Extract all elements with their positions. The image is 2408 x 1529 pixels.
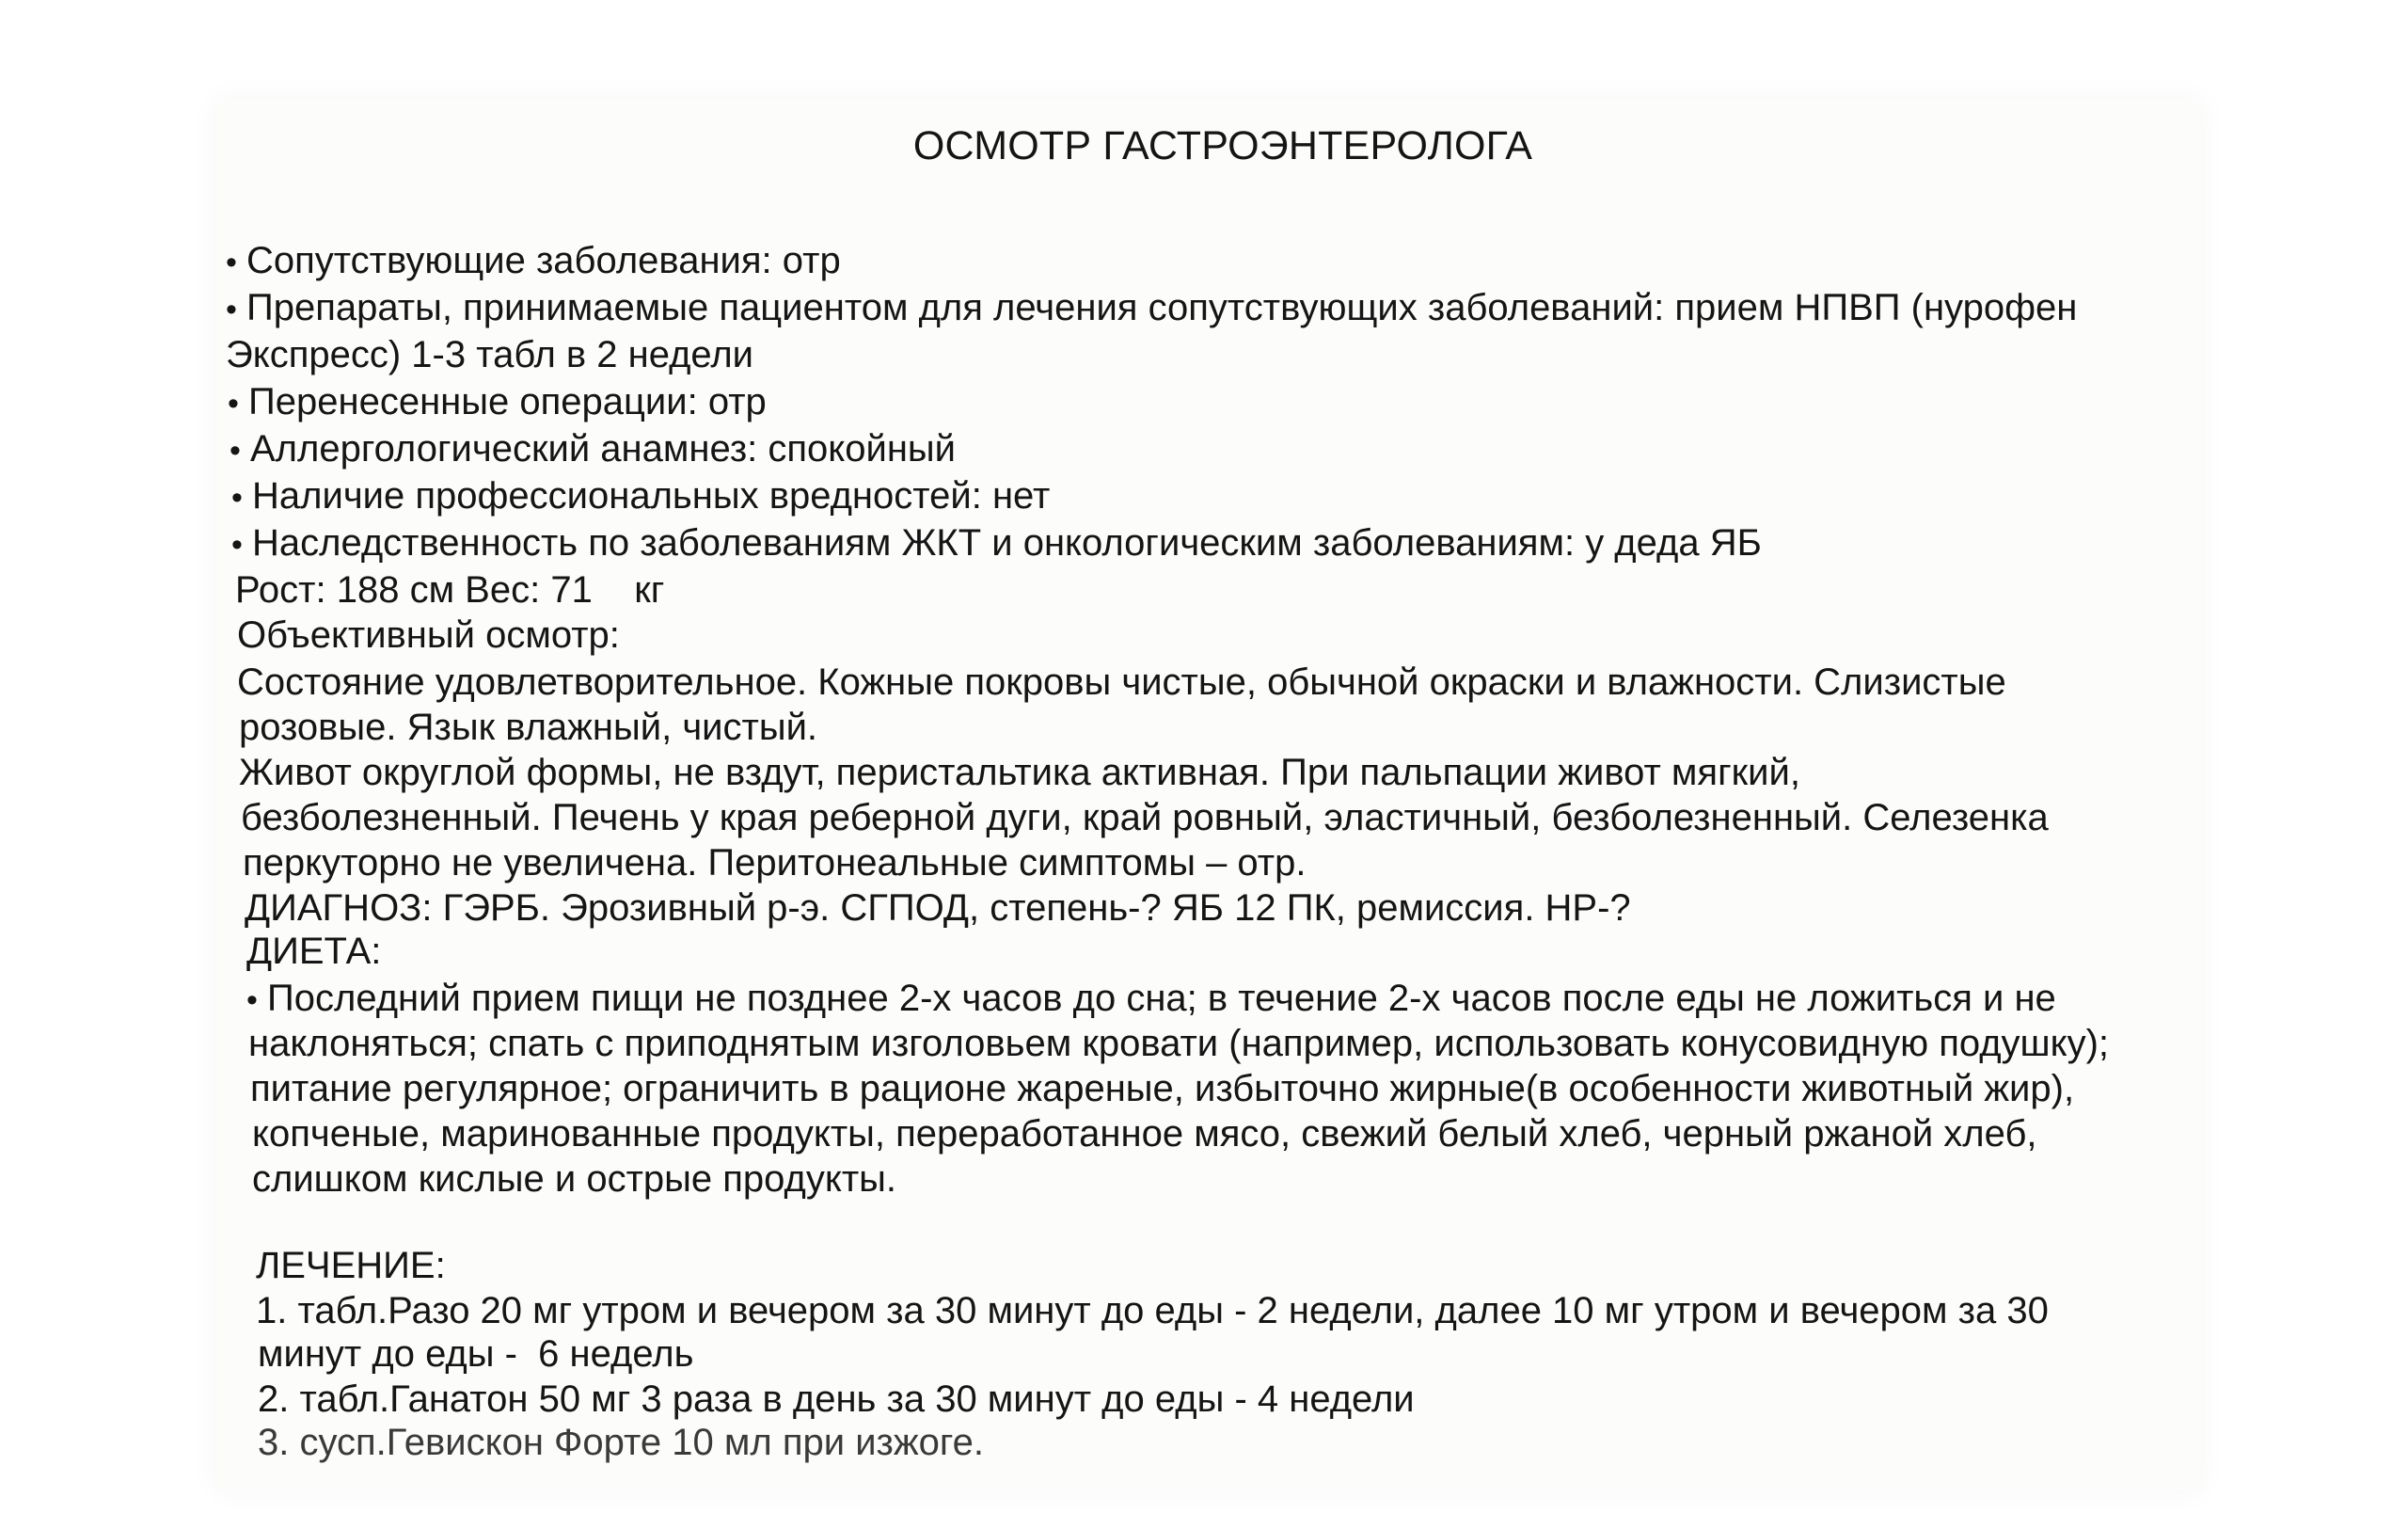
treatment-line: 3. сусп.Гевискон Форте 10 мл при изжоге.: [258, 1422, 984, 1463]
anamnesis-line: • Сопутствующие заболевания: отр: [226, 237, 841, 286]
diet-line: • Последний прием пищи не позднее 2-х часов до сна; в течение 2-х часов после еды не ложиться и не: [246, 975, 2056, 1024]
treatment-line: 1. табл.Разо 20 мг утром и вечером за 30 минут до еды - 2 недели, далее 10 мг утром и вечером за 30: [256, 1290, 2049, 1331]
diet-line: наклоняться; спать с приподнятым изголовьем кровати (например, использовать конусовидную подушку);: [248, 1023, 2110, 1064]
diagnosis: ДИАГНОЗ: ГЭРБ. Эрозивный р-э. СГПОД, степень-? ЯБ 12 ПК, ремиссия. НР-?: [245, 887, 1631, 929]
exam-heading: Объективный осмотр:: [237, 614, 620, 656]
diet-line: копченые, маринованные продукты, переработанное мясо, свежий белый хлеб, черный ржаной хлеб,: [252, 1113, 2037, 1155]
treatment-heading: ЛЕЧЕНИЕ:: [256, 1245, 446, 1286]
exam-line: Живот округлой формы, не вздут, перистальтика активная. При пальпации живот мягкий,: [239, 752, 1800, 793]
anamnesis-line: • Наличие профессиональных вредностей: нет: [231, 472, 1050, 521]
diet-line: питание регулярное; ограничить в рационе жареные, избыточно жирные(в особенности животный жир),: [250, 1068, 2075, 1109]
exam-line: розовые. Язык влажный, чистый.: [239, 707, 818, 748]
anamnesis-line: • Препараты, принимаемые пациентом для лечения сопутствующих заболеваний: прием НПВП (нурофен: [226, 284, 2077, 333]
diet-line: слишком кислые и острые продукты.: [252, 1158, 896, 1200]
anamnesis-line: • Наследственность по заболеваниям ЖКТ и онкологическим заболеваниям: у деда ЯБ: [231, 519, 1762, 568]
treatment-line: 2. табл.Ганатон 50 мг 3 раза в день за 30 минут до еды - 4 недели: [258, 1378, 1415, 1420]
treatment-line: минут до еды - 6 недель: [258, 1333, 694, 1375]
document-title: ОСМОТР ГАСТРОЭНТЕРОЛОГА: [912, 123, 1533, 168]
exam-line: перкуторно не увеличена. Перитонеальные симптомы – отр.: [243, 842, 1307, 884]
anamnesis-line: Экспресс) 1-3 табл в 2 недели: [226, 334, 754, 375]
diet-heading: ДИЕТА:: [246, 931, 382, 972]
exam-line: Состояние удовлетворительное. Кожные покровы чистые, обычной окраски и влажности. Слизистые: [237, 661, 2006, 703]
anamnesis-line: • Перенесенные операции: отр: [228, 378, 767, 427]
height-weight: Рост: 188 см Вес: 71 кг: [235, 569, 665, 611]
exam-line: безболезненный. Печень у края реберной дуги, край ровный, эластичный, безболезненный. Селезенка: [241, 797, 2049, 838]
anamnesis-line: • Аллергологический анамнез: спокойный: [230, 425, 956, 474]
